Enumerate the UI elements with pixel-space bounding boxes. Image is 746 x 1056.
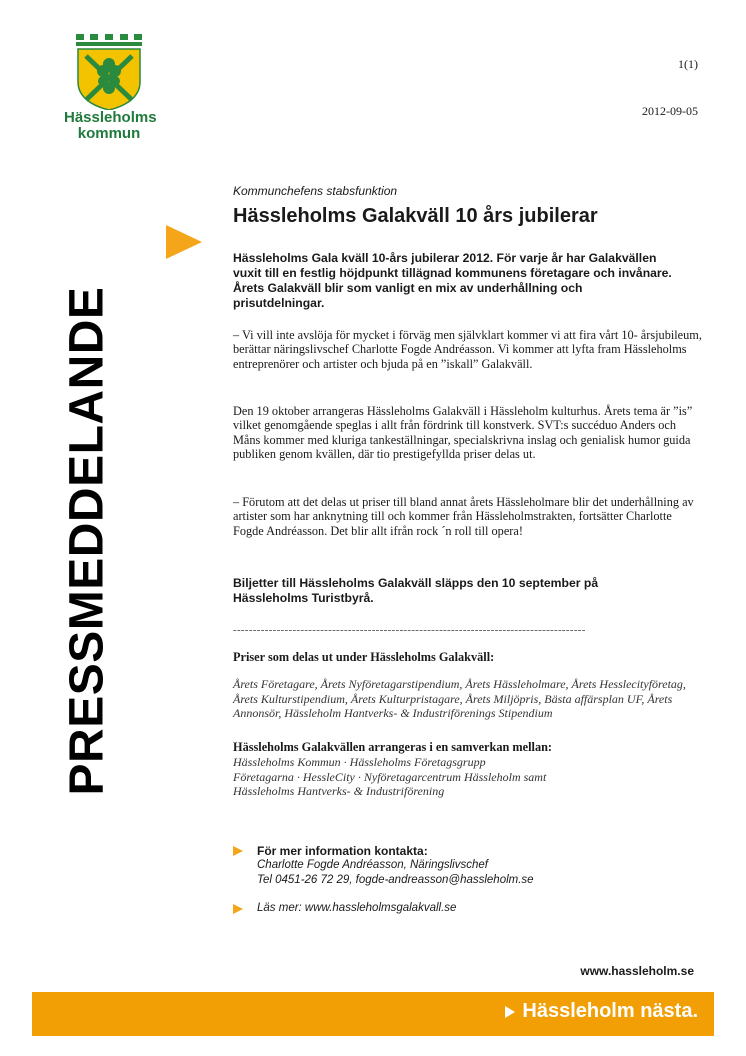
contact-phone-email[interactable]: Tel 0451-26 72 29, fogde-andreasson@hassleholm.se — [257, 874, 534, 886]
prizes-list: Årets Företagare, Årets Nyföretagarstipendium, Årets Hässleholmare, Årets Hesslecityföretag, Årets Kulturstipendium, Årets Kulturpristagare, Årets Miljöpris, Bästa affärsplan UF, Årets Annonsör, Hässleholm Hantverks- & Industriförenings Stipendium — [233, 677, 686, 720]
contact-heading: För mer information kontakta: — [257, 844, 428, 858]
vertical-document-type — [62, 218, 112, 864]
dashed-divider: ----------------------------------------------------------------------------------------- — [233, 624, 586, 636]
slogan-text: Hässleholm nästa. — [522, 1000, 698, 1022]
arrangers-line: Hässleholms Kommun · Hässleholms Företagsgrupp — [233, 755, 486, 769]
coat-of-arms-icon — [72, 34, 146, 110]
arrangers-line: Hässleholms Hantverks- & Industriförening — [233, 784, 445, 798]
arrangers-heading: Hässleholms Galakvällen arrangeras i en samverkan mellan: — [233, 740, 553, 754]
play-arrow-icon — [166, 225, 202, 259]
lead-paragraph: Hässleholms Gala kväll 10-års jubilerar 2012. För varje år har Galakvällen vuxit till en festlig höjdpunkt tillägnad kommunens företagare och invånare. Årets Galakväll blir som vanligt en mix av underhållning och prisutdelningar. — [233, 251, 672, 310]
document-date: 2012-09-05 — [642, 104, 698, 118]
page-number: 1(1) — [678, 57, 698, 71]
headline: Hässleholms Galakväll 10 års jubilerar — [233, 205, 598, 227]
website-link[interactable]: www.hassleholm.se — [580, 964, 694, 978]
arrangers-list — [233, 755, 703, 799]
body-paragraph: – Vi vill inte avslöja för mycket i förväg men självklart kommer vi att fira vårt 10- årsjubileum, berättar näringslivschef Charlotte Fogde Andréasson. Vi kommer att lyfta fram Hässleholms entreprenörer och artister och bjuda på en ”iskall” Galakväll. — [233, 328, 702, 371]
vertical-title-text: PRESSMEDDELANDE — [60, 286, 114, 796]
body-paragraph: Den 19 oktober arrangeras Hässleholms Galakväll i Hässleholm kulturhus. Årets tema är ”is” vilket genomgående speglas i allt från fördrink till konstverk. SVT:s succéduo Anders och Måns kommer med kluriga tankeställningar, specialskrivna inslag och genialisk humor guida publiken genom kvällen, där tio prestigefyllda priser delas ut. — [233, 404, 693, 462]
bullet-arrow-icon — [233, 904, 243, 914]
prizes-heading: Priser som delas ut under Hässleholms Galakväll: — [233, 650, 495, 664]
logo-text-line2: kommun — [77, 125, 141, 142]
logo-text-line1: Hässleholms — [64, 109, 157, 126]
department-label: Kommunchefens stabsfunktion — [233, 184, 398, 198]
read-more-link[interactable]: Läs mer: www.hassleholmsgalakvall.se — [257, 902, 457, 914]
footer-band — [32, 992, 714, 1036]
body-paragraph: – Förutom att det delas ut priser till bland annat årets Hässleholmare blir det underhållning av artister som har anknytning till och kommer från Hässleholmstrakten, fortsätter Charlotte Fogde Andréasson. Det blir allt ifrån rock ´n roll till opera! — [233, 495, 694, 538]
arrangers-line: Företagarna · HessleCity · Nyföretagarcentrum Hässleholm samt — [233, 769, 547, 784]
bullet-arrow-icon — [233, 846, 243, 856]
slogan-arrow-icon — [505, 1006, 515, 1018]
contact-name: Charlotte Fogde Andréasson, Näringslivschef — [257, 859, 488, 871]
slogan — [505, 1000, 698, 1023]
tickets-notice: Biljetter till Hässleholms Galakväll släpps den 10 september på Hässleholms Turistbyrå. — [233, 576, 599, 605]
